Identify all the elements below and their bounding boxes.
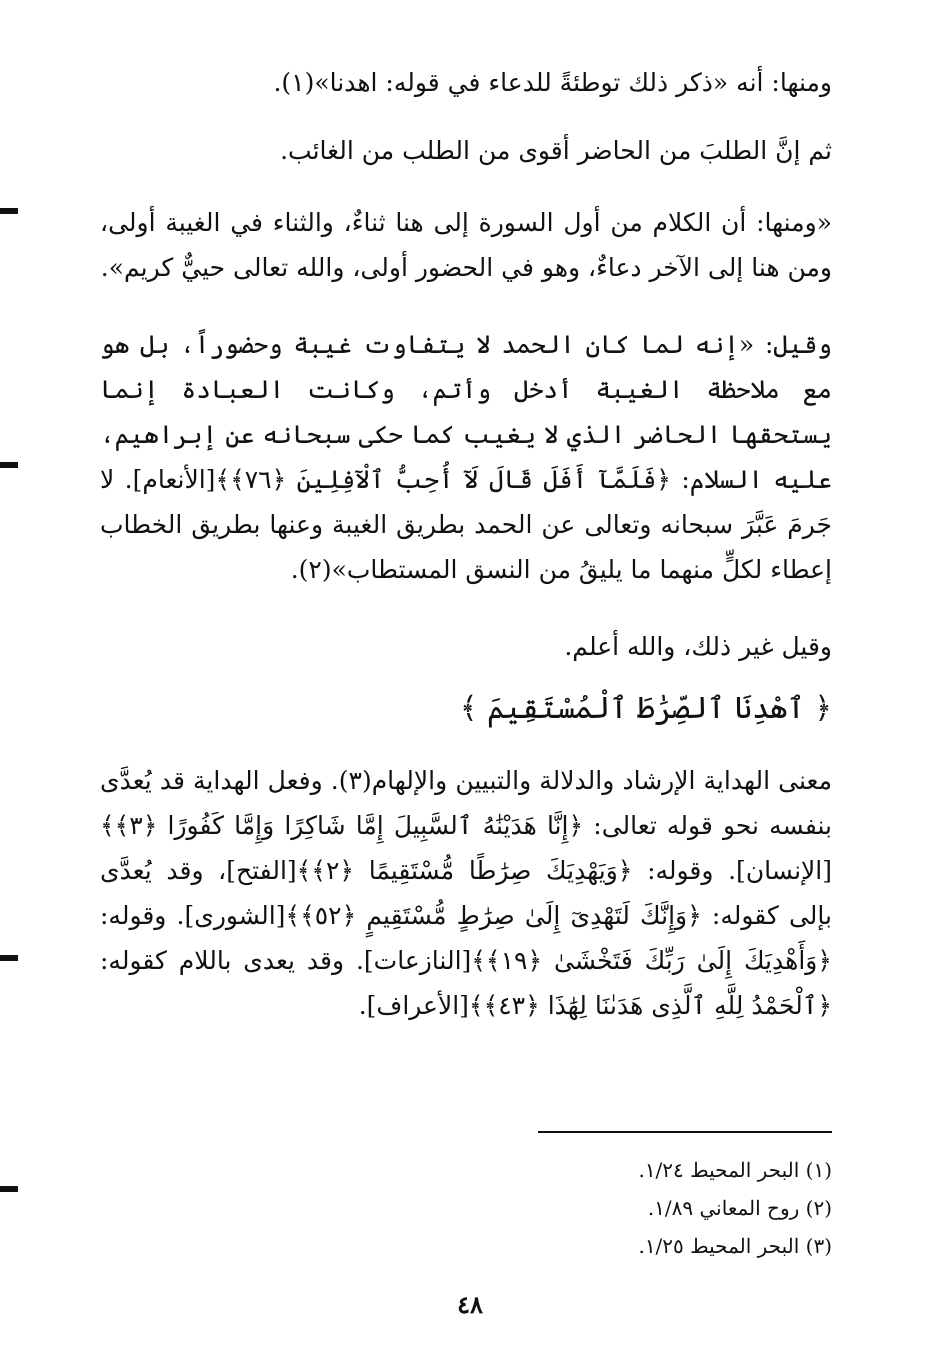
paragraph-guidance-meaning: معنى الهداية الإرشاد والدلالة والتبيين والإلهام(٣). وفعل الهداية قد يُعدَّى بنفسه نحو قوله تعالى: ﴿إِنَّا هَدَيْنَٰهُ ٱلسَّبِيلَ إِمَّا شَاكِرًا وَإِمَّا كَفُورًا ﴿٣﴾﴾[الإنسان]. وقوله: ﴿وَيَهْدِيَكَ صِرَٰطًا مُّسْتَقِيمًا ﴿٢﴾﴾[الفتح]، وقد يُعدَّى بإلى كقوله: ﴿وَإِنَّكَ لَتَهْدِىٓ إِلَىٰ صِرَٰطٍ مُّسْتَقِيمٍ ﴿٥٢﴾﴾[الشورى]. وقوله: ﴿وَأَهْدِيَكَ إِلَىٰ رَبِّكَ فَتَخْشَىٰ ﴿١٩﴾﴾[النازعات]. وقد يعدى باللام كقوله: ﴿ٱلْحَمْدُ لِلَّهِ ٱلَّذِى هَدَىٰنَا لِهَٰذَا ﴿٤٣﴾﴾[الأعراف]. xyxy=(100,766,833,1020)
verse-heading: ﴿ ٱهْدِنَا ٱلصِّرَٰطَ ٱلْمُسْتَقِيمَ ﴾ xyxy=(459,691,832,726)
footnote: (٢) روح المعاني ١/٨٩. xyxy=(647,1196,832,1220)
paragraph-quote-absence: وقيل: «إنه لما كان الحمد لا يتفاوت غيبة وحضوراً، بل هو مع ملاحظة الغيبة أدخل وأتم، وكانت العبادة إنما يستحقها الحاضر الذي لا يغيب كما حكى سبحانه عن إبراهيم، عليه السلام: ﴿فَلَمَّآ أَفَلَ قَالَ لَآ أُحِبُّ ٱلْآفِلِينَ ﴿٧٦﴾﴾[الأنعام]. لا جَرمَ عَبَّرَ سبحانه وتعالى عن الحمد بطريق الغيبة وعنها بطريق الخطاب إعطاء لكلٍّ منهما ما يليقُ من النسق المستطاب»(٢). xyxy=(100,330,832,584)
edge-mark xyxy=(0,208,18,214)
edge-mark xyxy=(0,1186,18,1192)
text-line-closing: وقيل غير ذلك، والله أعلم. xyxy=(564,632,832,661)
text-line: ثم إنَّ الطلبَ من الحاضر أقوى من الطلب من الغائب. xyxy=(280,136,832,165)
footnote: (١) البحر المحيط ١/٢٤. xyxy=(638,1158,832,1182)
edge-mark xyxy=(0,955,18,961)
edge-mark xyxy=(0,462,18,468)
page-number: ٤٨ xyxy=(457,1290,483,1319)
text-line: ومنها: أنه «ذكر ذلك توطئةً للدعاء في قوله: اهدنا»(١). xyxy=(273,68,832,97)
footnote-divider xyxy=(538,1131,832,1133)
paragraph-quote-praise: «ومنها: أن الكلام من أول السورة إلى هنا ثناءٌ، والثناء في الغيبة أولى، ومن هنا إلى الآخر دعاءٌ، وهو في الحضور أولى، والله تعالى حييٌّ كريم». xyxy=(100,208,832,282)
footnote: (٣) البحر المحيط ١/٢٥. xyxy=(638,1234,832,1258)
